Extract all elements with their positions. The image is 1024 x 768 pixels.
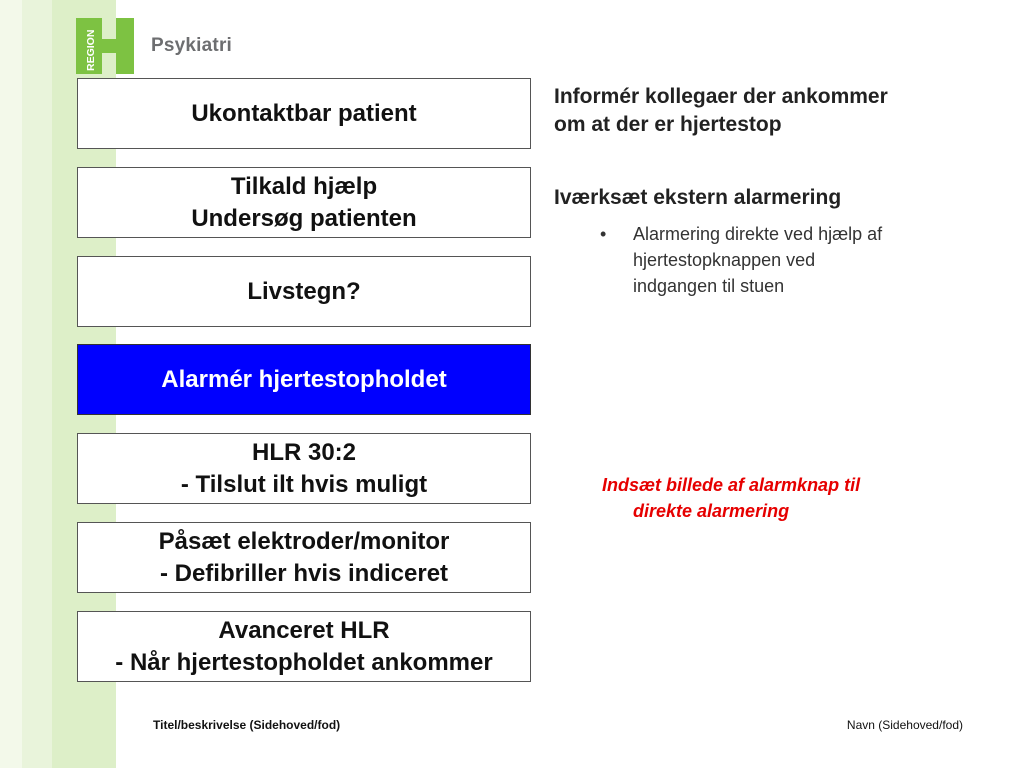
step-avanceret-hlr xyxy=(77,611,531,682)
step-hlr xyxy=(77,433,531,504)
step-7-line2: - Når hjertestopholdet ankommer xyxy=(115,648,493,676)
step-7-line1: Avanceret HLR xyxy=(218,616,390,644)
step-2-line2: Undersøg patienten xyxy=(191,204,417,232)
step-tilkald-hjaelp xyxy=(77,167,531,238)
info-heading-inform-line2: om at der er hjertestop xyxy=(554,113,782,136)
brand-name: Psykiatri xyxy=(151,35,233,56)
bullet-text-line1: Alarmering direkte ved hjælp af xyxy=(633,224,883,244)
bullet-dot: • xyxy=(600,224,607,244)
step-1-line1: Ukontaktbar patient xyxy=(191,99,417,127)
background-stripe-mid xyxy=(22,0,52,768)
image-placeholder-note xyxy=(602,472,952,524)
note-line2: direkte alarmering xyxy=(633,501,790,521)
info-heading-alarmering: Iværksæt ekstern alarmering xyxy=(554,186,842,209)
bullet-text-line2: hjertestopknappen ved xyxy=(633,250,816,270)
step-6-line1: Påsæt elektroder/monitor xyxy=(158,527,450,555)
step-ukontaktbar-patient xyxy=(77,78,531,149)
info-heading-inform xyxy=(554,83,888,139)
bullet-text-line3: indgangen til stuen xyxy=(633,276,785,296)
info-heading-inform-line1: Informér kollegaer der ankommer xyxy=(554,85,888,108)
bullet-alarmering xyxy=(600,221,960,299)
footer-name: Navn (Sidehoved/fod) xyxy=(846,718,963,732)
step-5-line1: HLR 30:2 xyxy=(251,438,357,466)
step-livstegn xyxy=(77,256,531,327)
footer-title: Titel/beskrivelse (Sidehoved/fod) xyxy=(153,718,341,732)
step-5-line2: - Tilslut ilt hvis muligt xyxy=(180,470,428,498)
note-line1: Indsæt billede af alarmknap til xyxy=(602,475,861,495)
step-alarmer-hjertestopholdet xyxy=(77,344,531,415)
bullet-text xyxy=(633,221,960,299)
step-3-line1: Livstegn? xyxy=(247,277,361,305)
background-stripe-light xyxy=(0,0,22,768)
step-2-line1: Tilkald hjælp xyxy=(230,172,378,200)
step-elektroder-monitor xyxy=(77,522,531,593)
region-h-logo xyxy=(76,18,134,74)
logo-region-text: REGION xyxy=(85,29,97,71)
step-6-line2: - Defibriller hvis indiceret xyxy=(159,559,449,587)
step-4-line1: Alarmér hjertestopholdet xyxy=(161,365,447,393)
